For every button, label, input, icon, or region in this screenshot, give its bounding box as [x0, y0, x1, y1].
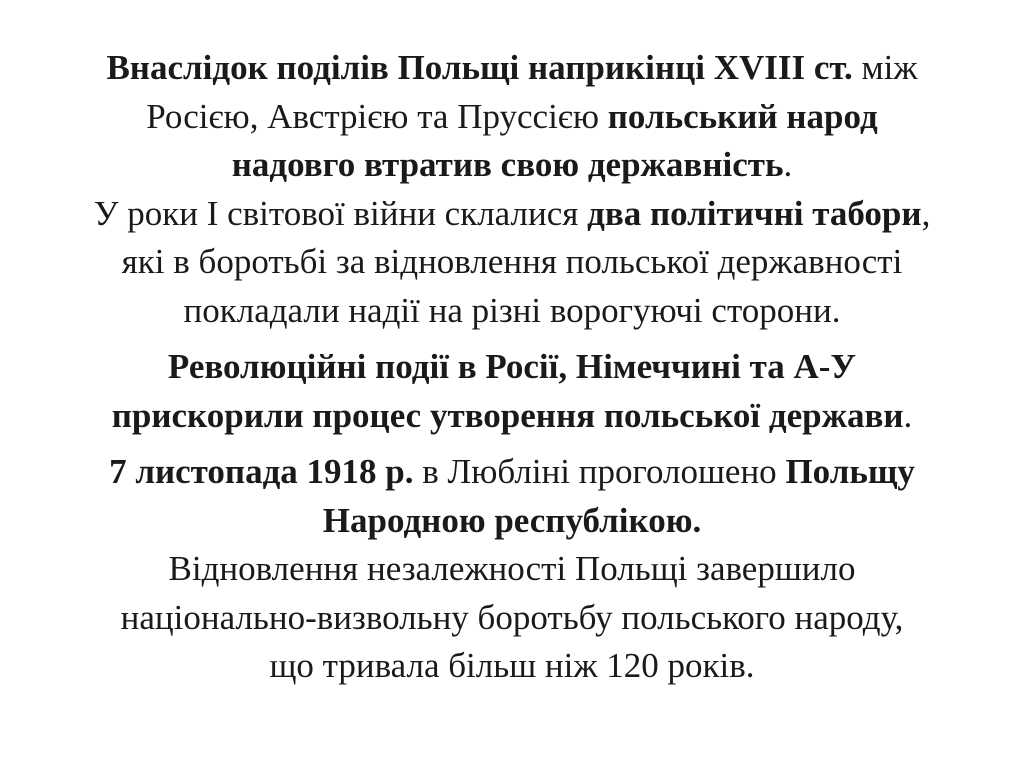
text-line [30, 545, 994, 594]
regular-text: покладали надії на різні ворогуючі сторони. [183, 290, 841, 330]
text-line [30, 141, 994, 190]
text-line [30, 343, 994, 392]
bold-text: Внаслідок поділів Польщі наприкінці XVIII ст. [106, 48, 853, 87]
regular-text: які в боротьбі за відновлення польської державності [121, 242, 903, 281]
regular-text: між [852, 48, 918, 87]
paragraph-partition [30, 44, 994, 335]
regular-text: . [903, 395, 913, 435]
text-line [30, 642, 994, 691]
text-line [30, 448, 994, 497]
bold-text: польський народ [607, 96, 878, 136]
bold-text: Народною республікою. [322, 500, 702, 540]
paragraph-republic [30, 448, 994, 691]
text-line [30, 594, 994, 643]
text-line [30, 190, 994, 239]
text-line [30, 497, 994, 546]
text-line [30, 44, 994, 93]
bold-text: Революційні події в Росії, Німеччині та А-У [167, 347, 857, 386]
regular-text: національно-визвольну боротьбу польського народу, [120, 597, 904, 637]
bold-text: надовго втратив свою державність [231, 145, 784, 184]
regular-text: Відновлення незалежності Польщі завершило [168, 549, 856, 588]
regular-text: в Любліні проголошено [413, 452, 786, 491]
bold-text: два політичні табори [587, 193, 922, 233]
bold-text: прискорили процес утворення польської держави [111, 395, 904, 435]
text-line [30, 287, 994, 336]
regular-text: . [783, 145, 793, 184]
regular-text: У роки І світової війни склалися [93, 193, 588, 233]
bold-text: 7 листопада 1918 р. [109, 452, 414, 491]
text-line [30, 392, 994, 441]
regular-text: , [921, 193, 931, 233]
paragraph-revolution [30, 343, 994, 440]
text-line [30, 238, 994, 287]
text-line [30, 93, 994, 142]
bold-text: Польщу [785, 452, 915, 491]
regular-text: що тривала більш ніж 120 років. [269, 646, 755, 685]
regular-text: Росією, Австрією та Пруссією [146, 96, 608, 136]
